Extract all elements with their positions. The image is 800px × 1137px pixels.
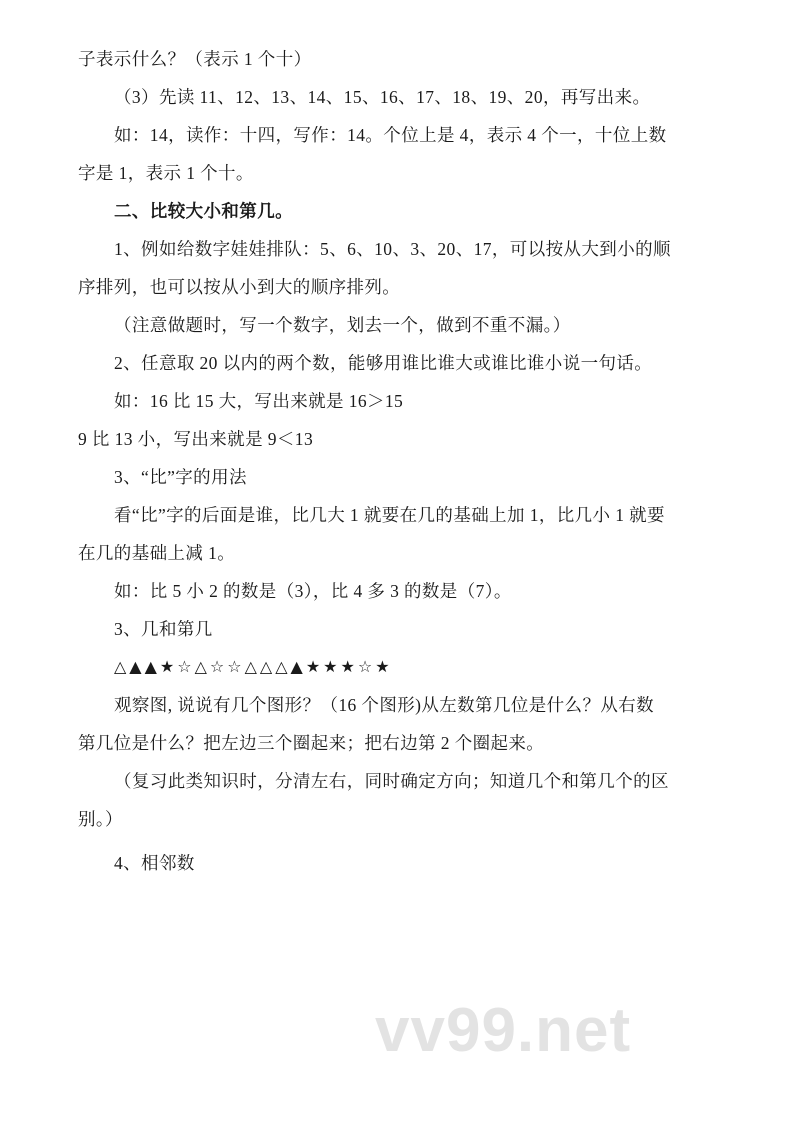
text-line: 别。） — [78, 809, 123, 829]
text-line: 在几的基础上减 1。 — [78, 543, 236, 563]
text-line: （注意做题时，写一个数字，划去一个，做到不重不漏。） — [114, 315, 571, 335]
text-line: 4、相邻数 — [114, 853, 195, 873]
text-line: 子表示什么？（表示 1 个十） — [78, 49, 312, 69]
text-line: 1、例如给数字娃娃排队：5、6、10、3、20、17，可以按从大到小的顺 — [114, 239, 671, 259]
text-line: 如：16 比 15 大，写出来就是 16＞15 — [114, 391, 404, 411]
text-line: 序排列，也可以按从小到大的顺序排列。 — [78, 277, 401, 297]
shape-sequence-figure: △▲▲★☆△☆☆△△△▲★★★☆★ — [114, 657, 393, 676]
text-line: （复习此类知识时，分清左右，同时确定方向；知道几个和第几个的区 — [114, 771, 669, 791]
text-line: 字是 1，表示 1 个十。 — [78, 163, 254, 183]
text-line: 3、几和第几 — [114, 619, 213, 639]
text-line: 看“比”字的后面是谁，比几大 1 就要在几的基础上加 1，比几小 1 就要 — [114, 505, 665, 525]
document-body — [78, 40, 726, 882]
watermark: vv99.net — [375, 996, 632, 1065]
text-line: 如：14，读作：十四，写作：14。个位上是 4，表示 4 个一，十位上数 — [114, 125, 667, 145]
text-line: 如：比 5 小 2 的数是（3），比 4 多 3 的数是（7）。 — [114, 581, 512, 601]
text-line: 3、“比”字的用法 — [114, 467, 247, 487]
section-heading: 二、比较大小和第几。 — [114, 201, 293, 221]
text-line: 观察图, 说说有几个图形？（16 个图形)从左数第几位是什么？从右数 — [114, 695, 655, 715]
text-line: 第几位是什么？把左边三个圈起来；把右边第 2 个圈起来。 — [78, 733, 545, 753]
text-line: （3）先读 11、12、13、14、15、16、17、18、19、20，再写出来。 — [114, 87, 651, 107]
text-line: 9 比 13 小，写出来就是 9＜13 — [78, 429, 314, 449]
text-line: 2、任意取 20 以内的两个数，能够用谁比谁大或谁比谁小说一句话。 — [114, 353, 653, 373]
